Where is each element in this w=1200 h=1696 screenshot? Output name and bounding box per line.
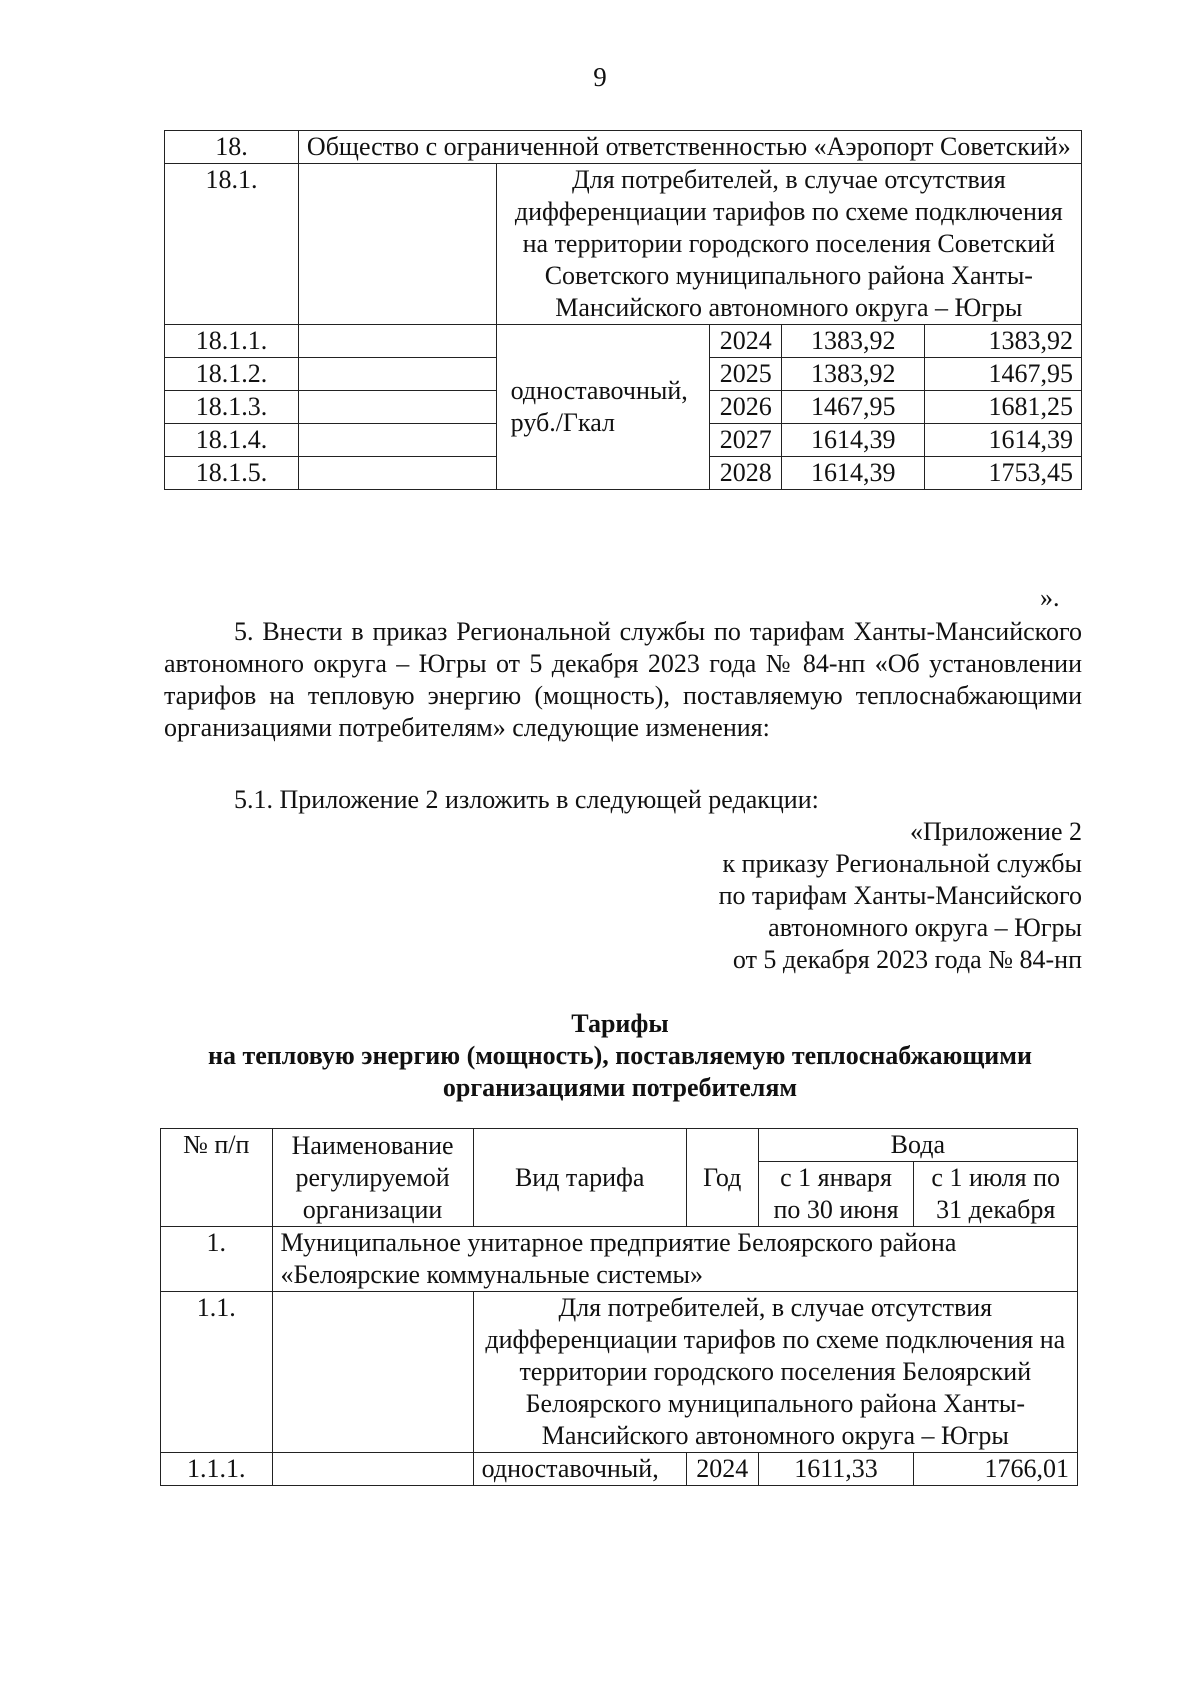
year-cell: 2024 — [710, 325, 782, 358]
empty-cell — [298, 358, 496, 391]
consumer-group-description: Для потребителей, в случае отсутствия дифференциации тарифов по схеме подключения на территории городского поселения Советский Советского муниципального района Ханты-Мансийского автономного округа – Югры — [496, 164, 1081, 325]
row-number: 18.1.2. — [165, 358, 299, 391]
empty-cell — [298, 391, 496, 424]
header-row — [161, 1129, 1078, 1162]
tariff-type: одноставочный, — [473, 1453, 686, 1486]
document-title — [150, 1008, 1090, 1104]
table-row — [161, 1292, 1078, 1453]
year-cell: 2026 — [710, 391, 782, 424]
tariff-h1-cell: 1611,33 — [758, 1453, 914, 1486]
header-tariff-type: Вид тарифа — [473, 1129, 686, 1227]
paragraph-5: 5. Внести в приказ Региональной службы по тарифам Ханты-Мансийского автономного округа – Югры от 5 декабря 2023 года № 84-нп «Об установлении тарифов на тепловую энергию (мощность), поставляемую теплоснабжающими организациями потребителям» следующие изменения: — [164, 617, 1082, 742]
table-row — [161, 1227, 1078, 1292]
empty-cell — [272, 1453, 473, 1486]
row-number: 18. — [165, 131, 299, 164]
year-cell: 2024 — [686, 1453, 758, 1486]
year-cell: 2025 — [710, 358, 782, 391]
appendix-line: к приказу Региональной службы — [722, 849, 1082, 878]
organization-name: Общество с ограниченной ответственностью «Аэропорт Советский» — [298, 131, 1081, 164]
row-number: 1.1. — [161, 1292, 273, 1453]
page-number: 9 — [593, 62, 607, 92]
header-organization: Наименование регулируемой организации — [272, 1129, 473, 1227]
header-year: Год — [686, 1129, 758, 1227]
title-line: организациями потребителям — [442, 1073, 798, 1102]
row-number: 1. — [161, 1227, 273, 1292]
empty-cell — [298, 164, 496, 325]
year-cell: 2028 — [710, 457, 782, 490]
tariff-h2-cell: 1766,01 — [914, 1453, 1078, 1486]
table-row — [161, 1453, 1078, 1486]
tariff-h2-cell: 1681,25 — [925, 391, 1082, 424]
tariff-h1-cell: 1383,92 — [782, 325, 925, 358]
empty-cell — [298, 325, 496, 358]
row-number: 1.1.1. — [161, 1453, 273, 1486]
row-number: 18.1. — [165, 164, 299, 325]
title-line: Тарифы — [571, 1009, 669, 1038]
table-row — [165, 164, 1082, 325]
tariff-type: одноставочный, руб./Гкал — [496, 325, 710, 490]
tariff-h1-cell: 1467,95 — [782, 391, 925, 424]
header-first-half: с 1 января по 30 июня — [758, 1162, 914, 1227]
header-water: Вода — [758, 1129, 1077, 1162]
row-number: 18.1.1. — [165, 325, 299, 358]
table-row — [165, 325, 1082, 358]
closing-quote: ». — [1040, 583, 1060, 612]
appendix-line: «Приложение 2 — [909, 817, 1082, 846]
tariff-table-water — [160, 1128, 1078, 1486]
row-number: 18.1.3. — [165, 391, 299, 424]
paragraph-5-1: 5.1. Приложение 2 изложить в следующей редакции: — [234, 785, 819, 814]
empty-cell — [298, 457, 496, 490]
tariff-h2-cell: 1614,39 — [925, 424, 1082, 457]
row-number: 18.1.5. — [165, 457, 299, 490]
tariff-table-airport — [164, 130, 1082, 490]
appendix-line: автономного округа – Югры — [768, 913, 1082, 942]
empty-cell — [272, 1292, 473, 1453]
tariff-h1-cell: 1614,39 — [782, 457, 925, 490]
appendix-line: по тарифам Ханты-Мансийского — [718, 881, 1082, 910]
table-row — [165, 131, 1082, 164]
tariff-h2-cell: 1753,45 — [925, 457, 1082, 490]
header-num: № п/п — [161, 1129, 273, 1227]
consumer-group-description: Для потребителей, в случае отсутствия дифференциации тарифов по схеме подключения на территории городского поселения Белоярский Белоярского муниципального района Ханты-Мансийского автономного округа – Югры — [473, 1292, 1077, 1453]
header-second-half: с 1 июля по 31 декабря — [914, 1162, 1078, 1227]
title-line: на тепловую энергию (мощность), поставляемую теплоснабжающими — [208, 1041, 1032, 1070]
empty-cell — [298, 424, 496, 457]
tariff-h1-cell: 1614,39 — [782, 424, 925, 457]
tariff-h2-cell: 1383,92 — [925, 325, 1082, 358]
row-number: 18.1.4. — [165, 424, 299, 457]
year-cell: 2027 — [710, 424, 782, 457]
appendix-header — [620, 816, 1082, 976]
appendix-line: от 5 декабря 2023 года № 84-нп — [732, 945, 1082, 974]
organization-name: Муниципальное унитарное предприятие Белоярского района «Белоярские коммунальные системы» — [272, 1227, 1077, 1292]
tariff-h1-cell: 1383,92 — [782, 358, 925, 391]
tariff-h2-cell: 1467,95 — [925, 358, 1082, 391]
